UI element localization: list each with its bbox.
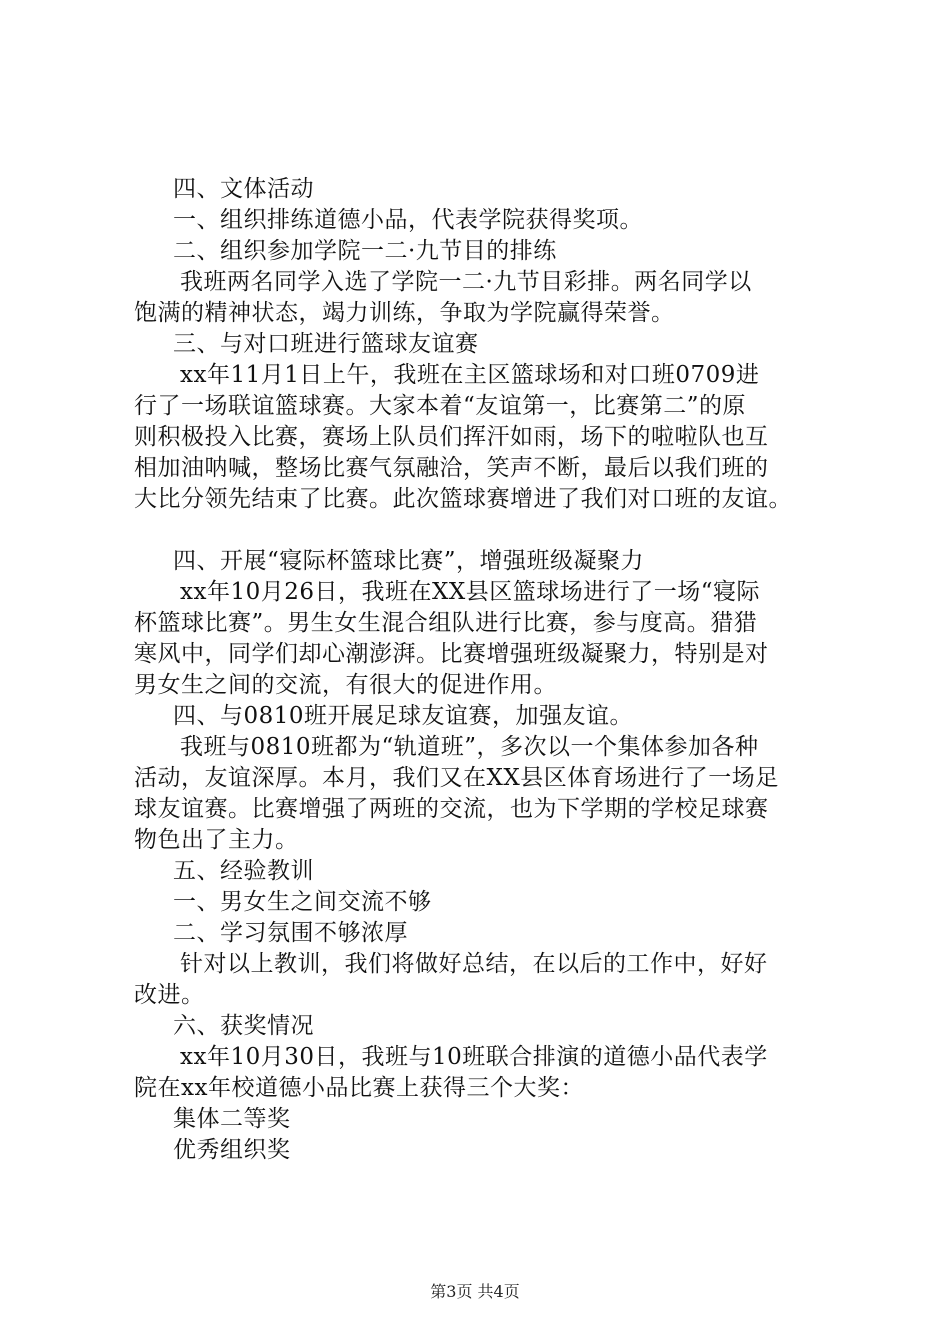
paragraph-line: xx年11月1日上午，我班在主区篮球场和对口班0709进	[180, 362, 760, 388]
paragraph-line: 改进。	[134, 982, 205, 1008]
subsection-heading: 四、开展“寝际杯篮球比赛”，增强班级凝聚力	[173, 548, 645, 574]
section-heading: 六、获奖情况	[173, 1013, 314, 1039]
paragraph-line: 男女生之间的交流，有很大的促进作用。	[134, 672, 557, 698]
subsection-heading: 一、组织排练道德小品，代表学院获得奖项。	[173, 207, 643, 233]
paragraph-line: 针对以上教训，我们将做好总结，在以后的工作中，好好	[180, 951, 768, 977]
paragraph-line: 物色出了主力。	[134, 827, 299, 853]
paragraph-line: 寒风中，同学们却心潮澎湃。比赛增强班级凝聚力，特别是对	[134, 641, 769, 667]
paragraph-line: 我班与0810班都为“轨道班”，多次以一个集体参加各种	[180, 734, 759, 760]
subsection-heading: 二、组织参加学院一二·九节目的排练	[173, 238, 557, 264]
paragraph-line: 相加油呐喊，整场比赛气氛融洽，笑声不断，最后以我们班的	[134, 455, 769, 481]
subsection-heading: 一、男女生之间交流不够	[173, 889, 432, 915]
paragraph-line: 杯篮球比赛”。男生女生混合组队进行比赛，参与度高。猎猎	[134, 610, 758, 636]
paragraph-line: 大比分领先结束了比赛。此次篮球赛增进了我们对口班的友谊。	[134, 486, 792, 512]
paragraph-line: 活动，友谊深厚。本月，我们又在XX县区体育场进行了一场足	[134, 765, 779, 791]
paragraph-line: 饱满的精神状态，竭力训练，争取为学院赢得荣誉。	[134, 300, 675, 326]
award-item: 集体二等奖	[173, 1106, 291, 1132]
paragraph-line: xx年10月26日，我班在XX县区篮球场进行了一场“寝际	[180, 579, 760, 605]
award-item: 优秀组织奖	[173, 1137, 291, 1163]
section-heading: 四、文体活动	[173, 176, 314, 202]
subsection-heading: 四、与0810班开展足球友谊赛，加强友谊。	[173, 703, 634, 729]
subsection-heading: 三、与对口班进行篮球友谊赛	[173, 331, 479, 357]
section-heading: 五、经验教训	[173, 858, 314, 884]
page-number-footer: 第3页 共4页	[430, 1282, 520, 1301]
paragraph-line: 院在xx年校道德小品比赛上获得三个大奖：	[134, 1075, 584, 1101]
paragraph-line: 我班两名同学入选了学院一二·九节目彩排。两名同学以	[180, 269, 752, 295]
paragraph-line: 则积极投入比赛，赛场上队员们挥汗如雨，场下的啦啦队也互	[134, 424, 769, 450]
document-body	[134, 174, 834, 1166]
paragraph-line: xx年10月30日，我班与10班联合排演的道德小品代表学	[180, 1044, 768, 1070]
subsection-heading: 二、学习氛围不够浓厚	[173, 920, 408, 946]
paragraph-line: 行了一场联谊篮球赛。大家本着“友谊第一，比赛第二”的原	[134, 393, 747, 419]
blank-line	[134, 515, 834, 546]
paragraph-line: 球友谊赛。比赛增强了两班的交流，也为下学期的学校足球赛	[134, 796, 769, 822]
